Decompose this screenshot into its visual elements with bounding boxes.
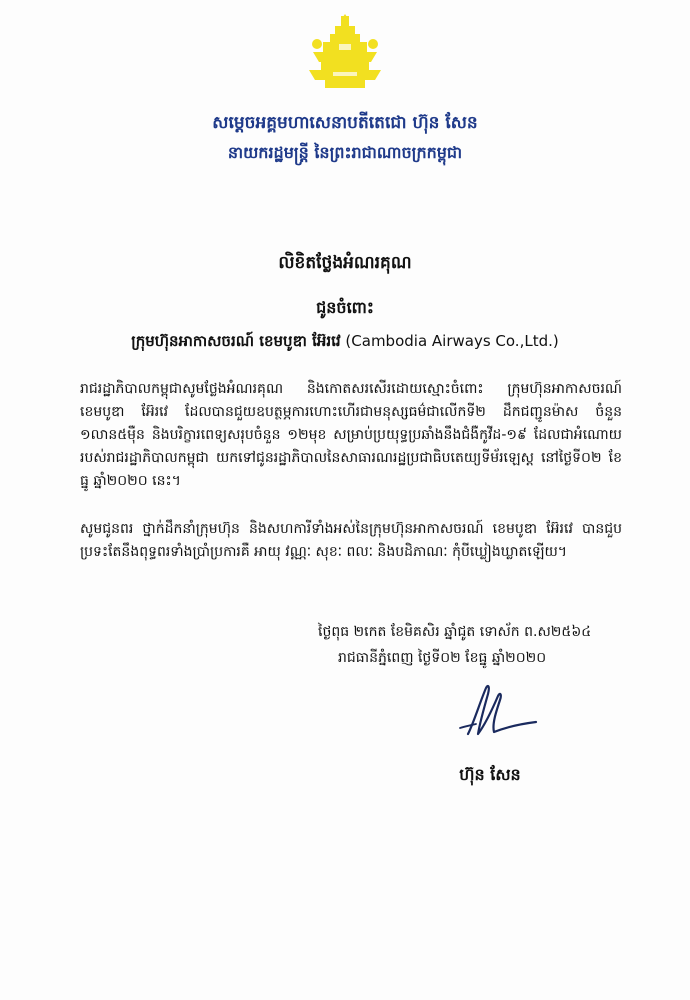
place-and-date: រាជធានីភ្នំពេញ ថ្ងៃទី០២ ខែធ្នូ ឆ្នាំ២០២០ xyxy=(338,650,547,666)
signer-name: ហ៊ុន សែន xyxy=(459,765,521,784)
recipient-name-english: (Cambodia Airways Co.,Ltd.) xyxy=(345,332,559,350)
addressee-label: ជូនចំពោះ xyxy=(316,298,374,317)
royal-government-emblem-icon xyxy=(305,14,385,94)
sender-title: នាយករដ្ឋមន្ត្រី នៃព្រះរាជាណាចក្រកម្ពុជា xyxy=(227,143,463,162)
recipient-name-khmer: ក្រុមហ៊ុនអាកាសចរណ៍ ខេមបូឌា អ៊ែរវេ xyxy=(131,332,341,350)
sender-name: សម្តេចអគ្គមហាសេនាបតីតេជោ ហ៊ុន សែន xyxy=(212,113,478,133)
body-paragraph-1: រាជរដ្ឋាភិបាលកម្ពុជាសូមថ្លែងអំណរគុណ និងកោតសរសើរដោយស្មោះចំពោះ ក្រុមហ៊ុនអាកាសចរណ៍ ខេមបូឌា អ៊ែរវេ ដែលបានជួយឧបត្ថម្ភការហោះហើរជាមនុស្សធម៌ជាលើកទី២ ដឹកជញ្ជូនម៉ាស ចំនួន ១លាន៥ម៉ឺន និងបរិក្ខារពេទ្យសរុបចំនួន ១២មុខ សម្រាប់ប្រយុទ្ធប្រឆាំងនឹងជំងឺកូវីដ-១៩ ដែលជាអំណោយរបស់រាជរដ្ឋាភិបាលកម្ពុជា យកទៅជូនរដ្ឋាភិបាលនៃសាធារណរដ្ឋប្រជាធិបតេយ្យទីម័រឡេស្ត នៅថ្ងៃទី០២ ខែធ្នូ ឆ្នាំ២០២០ នេះ។ xyxy=(80,381,622,489)
recipient-line xyxy=(60,332,630,354)
handwritten-signature-icon xyxy=(450,682,540,742)
lunar-date: ថ្ងៃពុធ ២កេត ខែមិគសិរ ឆ្នាំជូត ទោស័ក ព.ស២៥៦៤ xyxy=(318,624,592,640)
body-paragraph-2: សូមជូនពរ ថ្នាក់ដឹកនាំក្រុមហ៊ុន និងសហការីទាំងអស់នៃក្រុមហ៊ុនអាកាសចរណ៍ ខេមបូឌា អ៊ែរវេ បានជួបប្រទះតែនឹងពុទ្ធពរទាំងប្រាំប្រការគឺ អាយុ វណ្ណៈ សុខៈ ពលៈ និងបដិភាណៈ កុំបីឃ្លៀងឃ្លាតឡើយ។ xyxy=(80,521,622,560)
letter-title: លិខិតថ្លែងអំណរគុណ xyxy=(278,253,412,273)
